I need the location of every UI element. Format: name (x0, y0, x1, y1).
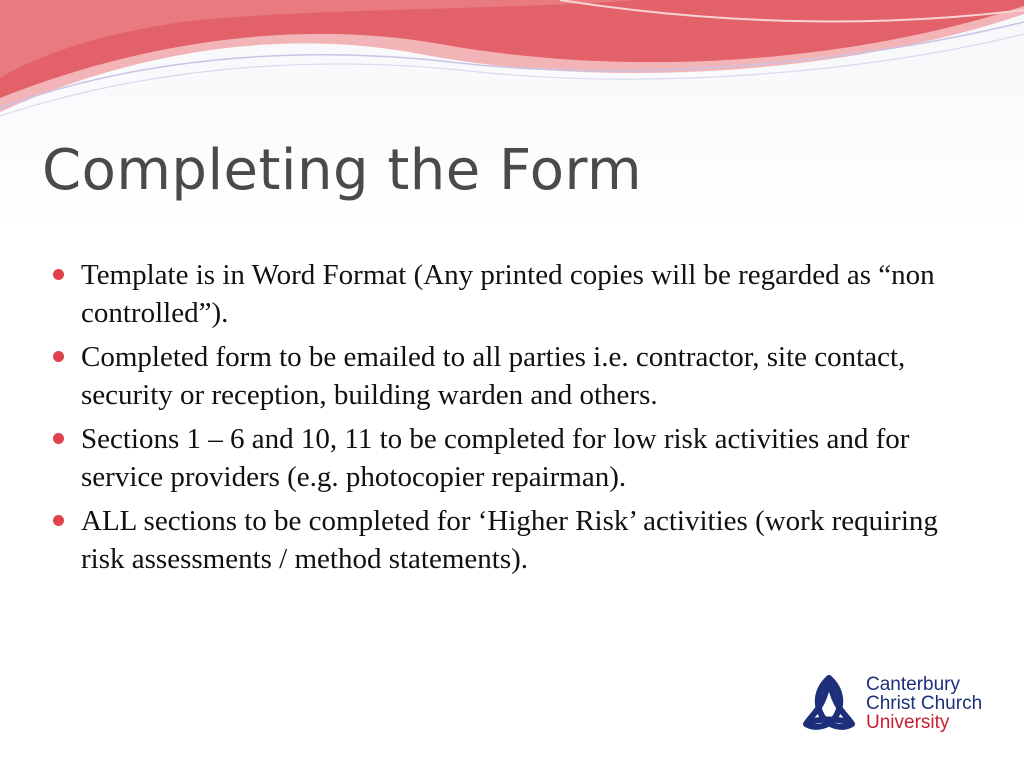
bullet-text: ALL sections to be completed for ‘Higher Risk’ activities (work requiring risk assessments / method statements). (81, 505, 938, 575)
bullet-item (52, 338, 952, 414)
logo-line-canterbury: Canterbury (866, 673, 960, 695)
bullet-dot-icon (53, 269, 64, 280)
bullet-dot-icon (53, 351, 64, 362)
bullet-dot-icon (53, 433, 64, 444)
university-logo (786, 656, 1016, 750)
logo-wordmark (866, 675, 982, 732)
header-swoosh-decoration (0, 0, 1024, 130)
bullet-item (52, 256, 952, 332)
bullet-item (52, 420, 952, 496)
bullet-dot-icon (53, 515, 64, 526)
triquetra-logo-icon (800, 672, 858, 734)
bullet-list (52, 256, 952, 584)
bullet-text: Completed form to be emailed to all parties i.e. contractor, site contact, security or reception, building warden and others. (81, 341, 906, 411)
slide-title: Completing the Form (42, 138, 643, 203)
bullet-text: Sections 1 – 6 and 10, 11 to be completed for low risk activities and for service providers (e.g. photocopier repairman). (81, 423, 910, 493)
bullet-item (52, 502, 952, 578)
logo-line-university: University (866, 711, 950, 733)
bullet-text: Template is in Word Format (Any printed copies will be regarded as “non controlled”). (81, 259, 935, 329)
logo-line-christ-church: Christ Church (866, 692, 983, 714)
